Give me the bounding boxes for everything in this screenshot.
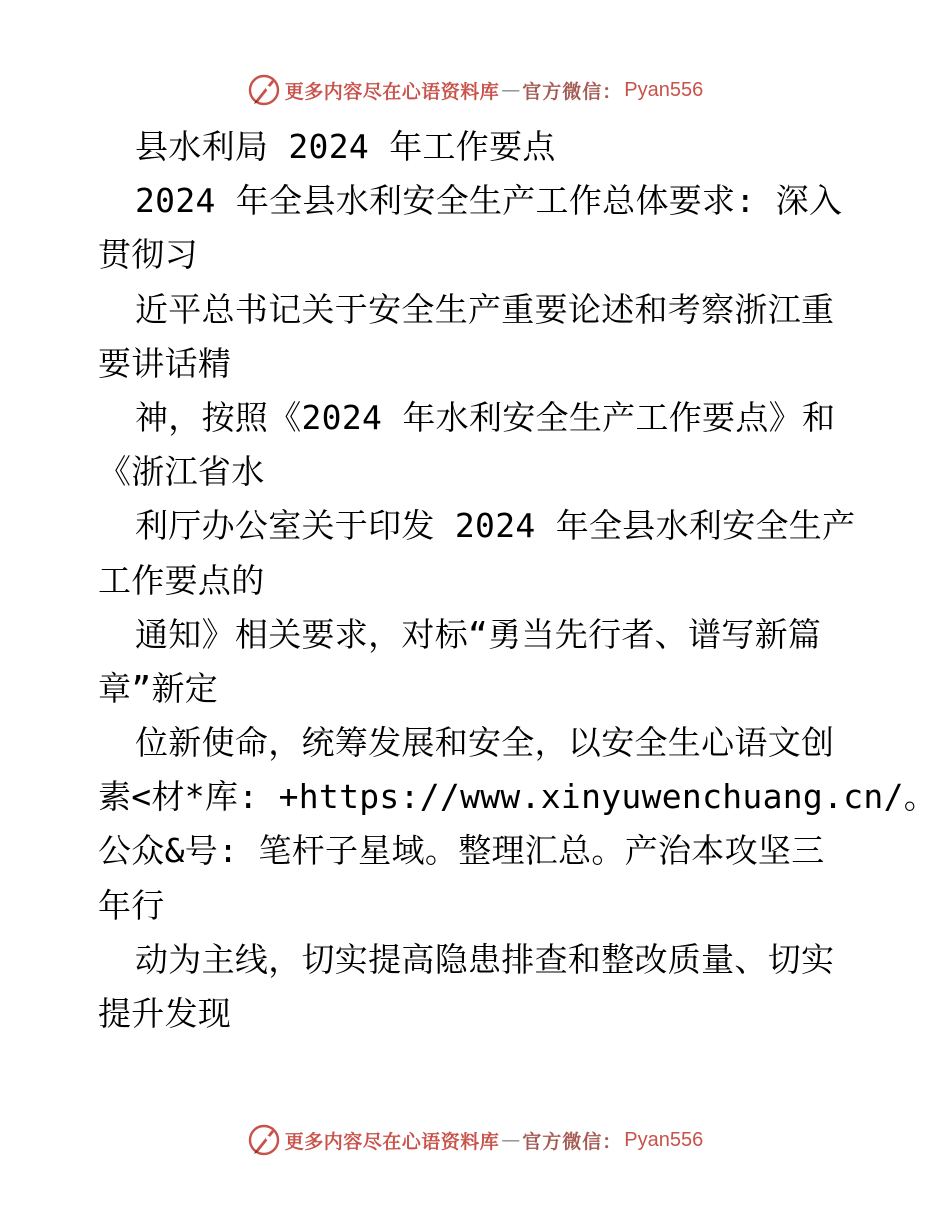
- banner-main-text: 更多内容尽在心语资料库: [284, 1130, 500, 1153]
- banner-wechat-label: 官方微信：: [522, 1130, 623, 1153]
- paragraph-line: 章”新定: [98, 668, 219, 708]
- paragraph-line: 贯彻习: [98, 235, 198, 275]
- banner-main-text: 更多内容尽在心语资料库: [284, 80, 500, 103]
- banner-wechat-id: Pyan556: [624, 78, 704, 101]
- footer-watermark-banner: [0, 1118, 950, 1162]
- paragraph-line: 位新使命，统筹发展和安全，以安全生心语文创: [135, 723, 835, 763]
- paragraph-line: 2024 年全县水利安全生产工作总体要求: 深入: [135, 181, 843, 221]
- paragraph-line: 提升发现: [98, 994, 232, 1033]
- document-body: [98, 120, 938, 1041]
- paragraph-line: 神，按照《2024 年水利安全生产工作要点》和: [135, 397, 836, 437]
- paragraph-line: 工作要点的: [98, 560, 265, 600]
- quill-pen-circle-icon: [247, 1123, 281, 1157]
- document-title: 县水利局 2024 年工作要点: [135, 127, 556, 166]
- banner-dash: —: [501, 79, 521, 101]
- banner-dash: —: [501, 1129, 521, 1151]
- paragraph-line: 要讲话精: [98, 343, 232, 383]
- quill-pen-circle-icon: [247, 73, 281, 107]
- paragraph-line: 公众&号: 笔杆子星域。整理汇总。产治本攻坚三: [98, 831, 825, 871]
- paragraph-line: 《浙江省水: [98, 452, 265, 492]
- paragraph-line: 通知》相关要求，对标“勇当先行者、谱写新篇: [135, 614, 822, 654]
- banner-wechat-label: 官方微信：: [522, 80, 623, 103]
- paragraph-line: 年行: [98, 885, 165, 925]
- paragraph-line: 利厅办公室关于印发 2024 年全县水利安全生产: [135, 506, 856, 546]
- banner-wechat-id: Pyan556: [624, 1128, 704, 1151]
- paragraph-line: 动为主线，切实提高隐患排查和整改质量、切实: [135, 939, 835, 979]
- paragraph-line: 素<材*库: +https://www.xinyuwenchuang.cn/。: [98, 777, 938, 817]
- paragraph-line: 近平总书记关于安全生产重要论述和考察浙江重: [135, 289, 835, 329]
- header-watermark-banner: [0, 68, 950, 112]
